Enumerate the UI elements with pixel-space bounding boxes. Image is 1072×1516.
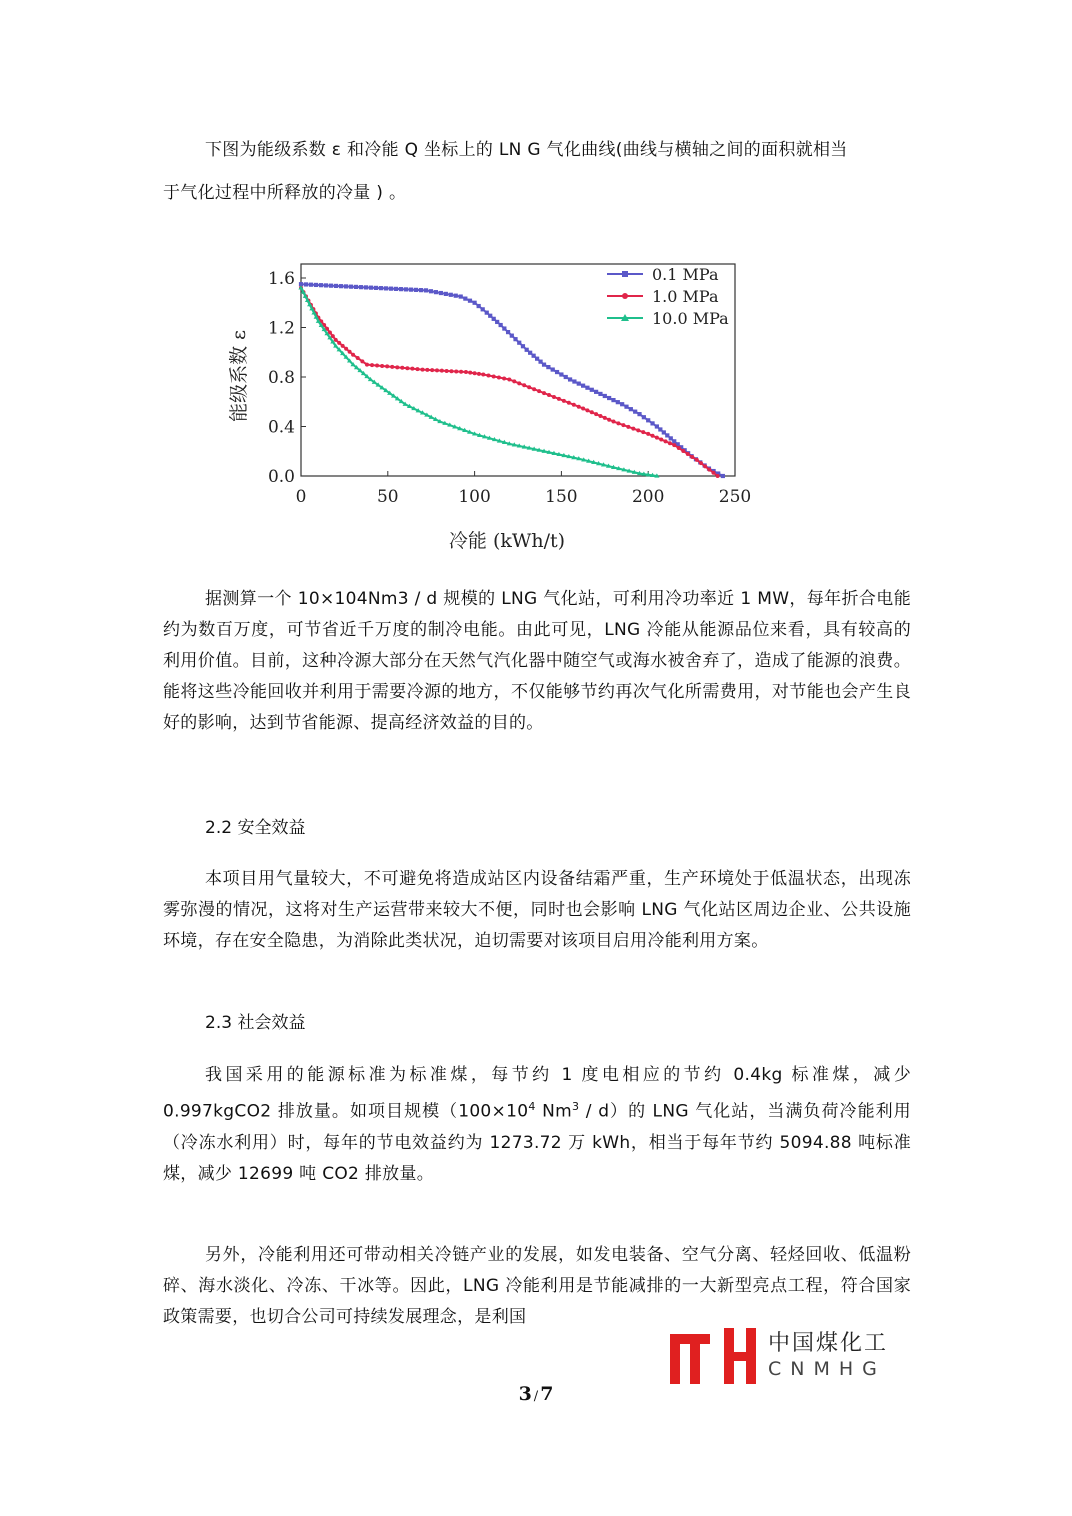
series-line-10.0 MPa	[301, 288, 657, 476]
series-marker	[439, 291, 443, 295]
paragraph-outlook: 另外，冷能利用还可带动相关冷链产业的发展，如发电装备、空气分离、轻烃回收、低温粉碎、海水淡化、冷冻、干冰等。因此，LNG 冷能利用是节能减排的一大新型亮点工程，符合国家政策需要，也切合公司可持续发展理念，是利国	[163, 1245, 911, 1327]
series-marker	[711, 471, 715, 475]
series-marker	[616, 421, 620, 425]
series-marker	[641, 430, 645, 434]
y-tick-label: 0.4	[267, 417, 295, 438]
series-marker	[611, 398, 615, 402]
series-marker	[449, 369, 453, 373]
series-marker	[707, 468, 711, 472]
series-marker	[364, 285, 368, 289]
series-marker	[449, 293, 453, 297]
series-marker	[334, 338, 338, 342]
legend-label: 1.0 MPa	[652, 287, 719, 306]
series-marker	[354, 285, 358, 289]
series-marker	[445, 369, 449, 373]
series-marker	[468, 299, 472, 303]
series-marker	[370, 363, 374, 367]
series-marker	[607, 418, 611, 422]
series-marker	[522, 383, 526, 387]
series-marker	[620, 402, 624, 406]
series-marker	[646, 432, 650, 436]
series-marker	[542, 363, 546, 367]
series-marker	[621, 423, 625, 427]
series-marker	[454, 370, 458, 374]
series-marker	[603, 416, 607, 420]
series-marker	[395, 365, 399, 369]
series-marker	[631, 427, 635, 431]
series-marker	[463, 297, 467, 301]
series-marker	[564, 375, 568, 379]
series-marker	[430, 368, 434, 372]
superscript-3: 3	[571, 1100, 580, 1113]
series-marker	[562, 399, 566, 403]
series-marker	[356, 356, 360, 360]
series-marker	[499, 323, 503, 327]
series-marker	[598, 414, 602, 418]
series-marker	[603, 394, 607, 398]
series-marker	[646, 418, 650, 422]
y-tick-label: 1.6	[267, 269, 295, 289]
series-marker	[681, 449, 685, 453]
legend-label: 0.1 MPa	[652, 265, 719, 284]
logo-text-en: CNMHG	[768, 1358, 886, 1380]
series-marker	[585, 408, 589, 412]
series-marker	[344, 284, 348, 288]
section-heading-2-3: 2.3 社会效益	[205, 1013, 306, 1033]
page-current: 3	[518, 1383, 532, 1405]
y-tick-label: 1.2	[267, 318, 295, 339]
series-marker	[629, 407, 633, 411]
series-marker	[590, 410, 594, 414]
series-marker	[513, 337, 517, 341]
series-marker	[502, 376, 506, 380]
series-marker	[435, 368, 439, 372]
series-marker	[512, 379, 516, 383]
series-marker	[590, 388, 594, 392]
legend-marker	[622, 271, 628, 277]
series-marker	[577, 382, 581, 386]
legend-marker	[622, 293, 628, 299]
series-marker	[409, 288, 413, 292]
series-marker	[344, 347, 348, 351]
series-marker	[497, 375, 501, 379]
x-tick-label: 250	[718, 487, 752, 507]
series-marker	[626, 425, 630, 429]
series-marker	[699, 461, 703, 465]
series-marker	[473, 301, 477, 305]
series-marker	[642, 415, 646, 419]
series-marker	[651, 434, 655, 438]
series-marker	[468, 371, 472, 375]
series-marker	[557, 397, 561, 401]
series-marker	[672, 443, 676, 447]
series-marker	[341, 344, 345, 348]
series-marker	[473, 371, 477, 375]
series-marker	[686, 452, 690, 456]
series-marker	[690, 455, 694, 459]
series-marker	[507, 377, 511, 381]
series-marker	[537, 389, 541, 393]
series-marker	[369, 286, 373, 290]
series-marker	[414, 288, 418, 292]
series-marker	[477, 372, 481, 376]
intro-line-1: 下图为能级系数 ε 和冷能 Q 坐标上的 LN G 气化曲线(曲线与横轴之间的面积就相当	[205, 140, 848, 160]
paragraph-social-part-1: 我国采用的能源标准为标准煤，每节约 1 度电相应的节约 0.4kg 标准煤，减少 0.997kgCO2 排放量。如项目规模（100×10	[163, 1065, 911, 1122]
series-marker	[359, 285, 363, 289]
series-marker	[581, 407, 585, 411]
series-marker	[319, 283, 323, 287]
series-marker	[389, 287, 393, 291]
series-marker	[304, 282, 308, 286]
superscript-4: 4	[528, 1100, 536, 1113]
series-marker	[384, 286, 388, 290]
series-marker	[572, 403, 576, 407]
series-marker	[419, 288, 423, 292]
series-marker	[510, 334, 514, 338]
series-marker	[324, 283, 328, 287]
series-marker	[598, 392, 602, 396]
series-marker	[668, 441, 672, 445]
series-marker	[492, 375, 496, 379]
series-marker	[339, 284, 343, 288]
series-marker	[399, 287, 403, 291]
series-marker	[521, 344, 525, 348]
series-marker	[374, 286, 378, 290]
series-marker	[410, 367, 414, 371]
series-marker	[607, 396, 611, 400]
series-marker	[394, 287, 398, 291]
series-marker	[390, 365, 394, 369]
x-tick-label: 100	[458, 487, 491, 507]
series-marker	[547, 393, 551, 397]
series-marker	[334, 284, 338, 288]
series-marker	[517, 381, 521, 385]
series-marker	[380, 364, 384, 368]
series-marker	[405, 366, 409, 370]
series-marker	[440, 369, 444, 373]
series-marker	[633, 410, 637, 414]
paragraph-social-part-2: Nm	[535, 1101, 572, 1122]
series-marker	[721, 474, 725, 478]
y-tick-label: 0.0	[267, 467, 295, 487]
logo-text-cn: 中国煤化工	[768, 1331, 889, 1356]
series-marker	[611, 420, 615, 424]
series-marker	[404, 287, 408, 291]
y-axis-label: 能级系数 ε	[228, 330, 250, 422]
series-marker	[481, 373, 485, 377]
paragraph-social-part-3: / d）的 LNG 气化站，当满负荷冷能利用（冷冻水利用）时，每年的节电效益约为 1273.72 万 kWh，相当于每年节约 5094.88 吨标准煤，减少 12699 吨 CO2 排放量。	[163, 1101, 911, 1184]
series-marker	[636, 428, 640, 432]
page-total: 7	[540, 1383, 554, 1405]
series-marker	[532, 387, 536, 391]
series-marker	[655, 436, 659, 440]
x-tick-label: 0	[295, 487, 307, 507]
series-marker	[459, 370, 463, 374]
intro-line-2: 于气化过程中所释放的冷量 ) 。	[163, 183, 407, 203]
series-marker	[568, 377, 572, 381]
series-marker	[659, 437, 663, 441]
series-marker	[375, 364, 379, 368]
series-marker	[542, 391, 546, 395]
series-marker	[400, 366, 404, 370]
series-marker	[365, 363, 369, 367]
series-marker	[481, 307, 485, 311]
series-marker	[444, 292, 448, 296]
series-marker	[559, 372, 563, 376]
paragraph-social	[163, 1060, 911, 1190]
series-marker	[527, 385, 531, 389]
series-marker	[425, 368, 429, 372]
series-marker	[585, 386, 589, 390]
series-marker	[567, 401, 571, 405]
page-number	[0, 1383, 1072, 1405]
page-separator: /	[533, 1389, 539, 1404]
series-marker	[552, 395, 556, 399]
cnmhg-logo	[668, 1326, 898, 1388]
series-marker	[551, 367, 555, 371]
series-marker	[555, 370, 559, 374]
series-marker	[337, 341, 341, 345]
paragraph-cold-energy-value: 据测算一个 10×104Nm3 / d 规模的 LNG 气化站，可利用冷功率近 1 MW，每年折合电能约为数百万度，可节省近千万度的制冷电能。由此可见，LNG 冷能从能源品位来看，具有较高的利用价值。目前，这种冷源大部分在天然气汽化器中随空气或海水被舍弃了，造成了能源的浪费。能将这些冷能回收并利用于需要冷源的地方，不仅能够节约再次气化所需费用，对节能也会产生良好的影响，达到节省能源、提高经济效益的目的。	[163, 589, 911, 733]
series-marker	[309, 283, 313, 287]
series-marker	[703, 464, 707, 468]
series-marker	[360, 359, 364, 363]
series-marker	[329, 284, 333, 288]
section-heading-2-2: 2.2 安全效益	[205, 818, 306, 838]
series-marker	[349, 285, 353, 289]
cnmhg-logo-mark	[668, 1326, 760, 1386]
series-marker	[577, 405, 581, 409]
series-marker	[695, 458, 699, 462]
series-marker	[429, 289, 433, 293]
series-marker	[677, 446, 681, 450]
series-marker	[421, 368, 425, 372]
series-marker	[459, 294, 463, 298]
series-marker	[314, 283, 318, 287]
series-marker	[581, 384, 585, 388]
series-marker	[331, 334, 335, 338]
series-marker	[379, 286, 383, 290]
series-marker	[594, 412, 598, 416]
series-marker	[506, 330, 510, 334]
legend-label: 10.0 MPa	[652, 309, 729, 328]
series-marker	[572, 379, 576, 383]
x-tick-label: 50	[376, 487, 399, 507]
series-marker	[650, 421, 654, 425]
y-tick-label: 0.8	[267, 368, 295, 388]
series-marker	[546, 365, 550, 369]
series-marker	[415, 367, 419, 371]
series-marker	[637, 412, 641, 416]
series-marker	[716, 474, 720, 478]
series-marker	[351, 353, 355, 357]
series-marker	[517, 341, 521, 345]
x-tick-label: 200	[631, 487, 665, 507]
series-marker	[434, 290, 438, 294]
paragraph-safety: 本项目用气量较大，不可避免将造成站区内设备结霜严重，生产环境处于低温状态，出现冻雾弥漫的情况，这将对生产运营带来较大不便，同时也会影响 LNG 气化站区周边企业、公共设施环境，存在安全隐患，为消除此类状况，迫切需要对该项目启用冷能利用方案。	[163, 869, 911, 951]
series-marker	[424, 288, 428, 292]
series-marker	[477, 304, 481, 308]
series-marker	[502, 326, 506, 330]
series-marker	[486, 374, 490, 378]
series-marker	[464, 370, 468, 374]
series-marker	[594, 390, 598, 394]
cold-energy-chart	[215, 240, 775, 560]
series-marker	[616, 400, 620, 404]
series-marker	[385, 364, 389, 368]
series-marker	[454, 294, 458, 298]
x-tick-label: 150	[545, 487, 578, 507]
series-marker	[624, 405, 628, 409]
series-marker	[348, 350, 352, 354]
series-marker	[664, 439, 668, 443]
x-axis-label: 冷能 (kWh/t)	[448, 530, 566, 552]
